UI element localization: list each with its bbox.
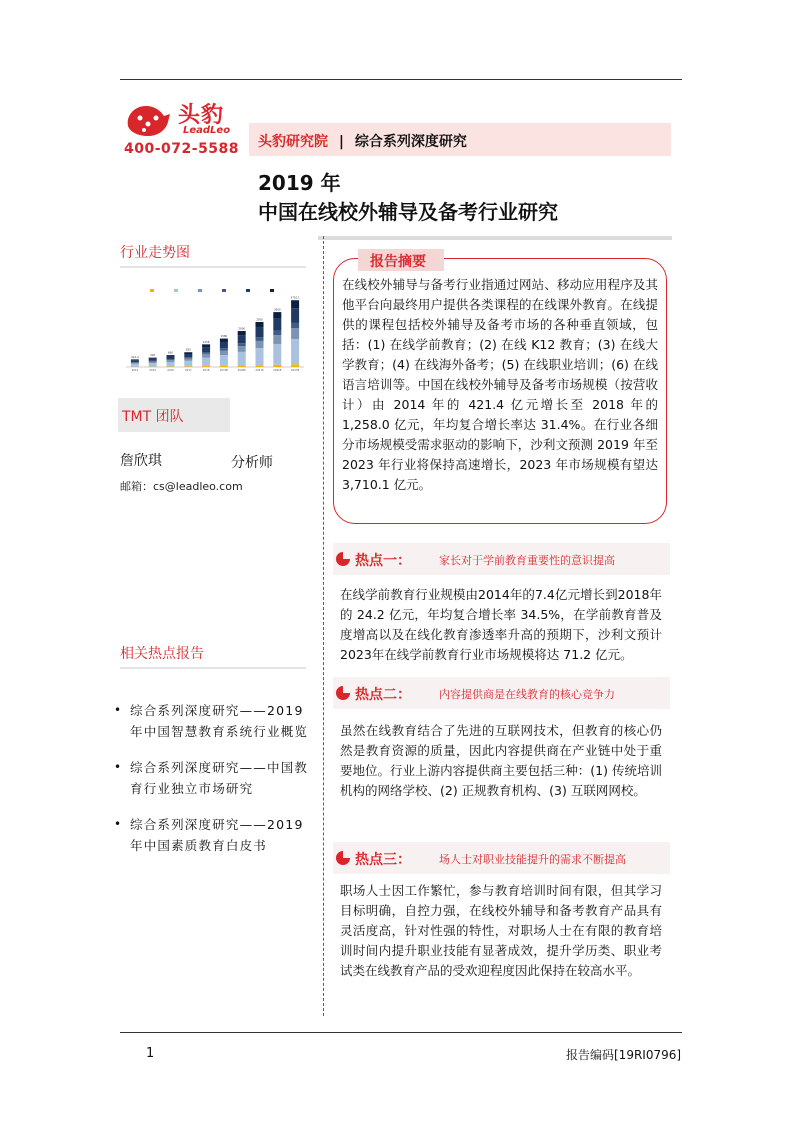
- report-year: 2019 年: [258, 171, 341, 195]
- x-tick-label: 2023E: [290, 369, 300, 372]
- x-tick-label: 2017: [184, 369, 192, 372]
- bar-total-label: 3050: [273, 308, 281, 312]
- bar-segment: [220, 339, 228, 342]
- hotspot-key: 热点一：: [355, 553, 411, 569]
- logo-text-en: LeadLeo: [183, 125, 231, 136]
- related-report-link[interactable]: [114, 814, 312, 856]
- bullet: •: [114, 817, 123, 831]
- title-divider: [318, 236, 672, 240]
- x-tick-label: 2022E: [273, 369, 282, 372]
- bar-segment: [184, 352, 192, 354]
- legend-swatch: [246, 289, 250, 292]
- series-name: 综合系列深度研究: [354, 134, 467, 150]
- bar-segment: [202, 366, 210, 367]
- bar-segment: [202, 352, 210, 354]
- bar-segment: [220, 351, 228, 356]
- column-divider: [323, 236, 324, 1016]
- related-heading: [120, 639, 306, 669]
- bar-segment: [255, 348, 263, 365]
- bar-segment: [202, 347, 210, 352]
- bar-segment: [149, 358, 157, 359]
- bar-segment: [131, 360, 139, 362]
- bar-segment: [220, 342, 228, 348]
- phone-number: 400-072-5588: [124, 141, 240, 157]
- bar-segment: [273, 335, 281, 344]
- bar-segment: [255, 322, 263, 327]
- analyst-title: 分析师: [231, 455, 273, 471]
- hotspot-desc: 家长对于学前教育重要性的意识提高: [439, 554, 615, 567]
- hotspot-key: 热点二：: [355, 687, 411, 703]
- bar-segment: [166, 357, 174, 360]
- bar-segment: [291, 339, 299, 364]
- bar-total-label: 2500: [256, 318, 263, 322]
- pie-bullet-icon: [335, 850, 351, 866]
- bar-segment: [255, 337, 263, 341]
- legend-swatch: [174, 289, 178, 292]
- hotspot-key: 热点三：: [355, 852, 411, 868]
- x-tick-label: 2018: [202, 369, 210, 372]
- hotspot-header: [333, 842, 670, 874]
- legend-swatch: [270, 289, 274, 292]
- hotspot-text: 在线学前教育行业规模由2014年的7.4亿元增长到2018年的 24.2 亿元，年均复合增长率 34.5%，在学前教育普及度增高以及在线化教育渗透率升高的预期下，沙利文预计2023年在线学前教育行业市场规模将达 71.2 亿元。: [340, 587, 662, 662]
- trend-heading: [120, 238, 306, 268]
- bar-segment: [184, 357, 192, 358]
- bar-segment: [273, 312, 281, 319]
- bar-total-label: 820: [185, 348, 191, 352]
- bar-segment: [238, 331, 246, 335]
- bar-segment: [291, 308, 299, 323]
- x-tick-label: 2014: [131, 369, 139, 372]
- banner-separator: |: [338, 134, 344, 150]
- bar-segment: [273, 319, 281, 331]
- bar-segment: [255, 365, 263, 367]
- x-tick-label: 2021E: [255, 369, 264, 372]
- bar-segment: [184, 358, 192, 360]
- page-number: 1: [146, 1046, 155, 1061]
- hotspot-header: [333, 677, 670, 709]
- bullet: •: [114, 703, 123, 717]
- bar-segment: [291, 364, 299, 367]
- bar-segment: [220, 355, 228, 366]
- bar-segment: [131, 363, 139, 364]
- bar-segment: [255, 341, 263, 348]
- bar-segment: [273, 365, 281, 367]
- bar-segment: [291, 300, 299, 308]
- legend-swatch: [198, 289, 202, 292]
- bar-segment: [291, 328, 299, 339]
- bar-segment: [166, 355, 174, 356]
- bar-segment: [184, 366, 192, 367]
- bar-segment: [131, 359, 139, 360]
- bar-segment: [238, 335, 246, 343]
- summary-label-text: 报告摘要: [370, 254, 426, 270]
- team-heading: [118, 398, 230, 432]
- bar-segment: [184, 361, 192, 367]
- bar-segment: [220, 348, 228, 350]
- bar-segment: [238, 352, 246, 366]
- bar-total-label: 660: [168, 351, 173, 355]
- bar-segment: [202, 357, 210, 366]
- bar-total-label: 2000: [238, 327, 246, 331]
- related-report-link[interactable]: [114, 757, 312, 799]
- bar-segment: [238, 366, 246, 367]
- bar-total-label: 1258: [202, 340, 210, 344]
- bar-segment: [149, 359, 157, 361]
- trend-heading-text: 行业走势图: [120, 245, 190, 261]
- bar-segment: [273, 344, 281, 365]
- related-report-title: 综合系列深度研究——中国教育行业独立市场研究: [130, 760, 309, 796]
- logo-text-cn: 头豹: [178, 103, 225, 128]
- legend-swatch: [222, 289, 226, 292]
- bar-segment: [238, 343, 246, 346]
- bar-segment: [220, 366, 228, 367]
- bar-segment: [273, 331, 281, 335]
- legend-swatch: [150, 289, 154, 292]
- related-heading-text: 相关热点报告: [120, 646, 204, 662]
- summary-label: [358, 249, 444, 271]
- x-tick-label: 2015: [149, 369, 157, 372]
- pie-bullet-icon: [335, 685, 351, 701]
- bar-total-label: 421.4: [131, 355, 139, 359]
- bar-segment: [255, 327, 263, 337]
- bar-segment: [184, 354, 192, 357]
- report-code: 报告编码[19RI0796]: [566, 1048, 682, 1062]
- bar-segment: [149, 361, 157, 362]
- hotspot-text: 虽然在线教育结合了先进的互联网技术，但教育的核心仍然是教育资源的质量，因此内容提供商在产业链中处于重要地位。行业上游内容提供商主要包括三种：(1) 传统培训机构的网络学校、(2) 正规教育机构、(3) 互联网网校。: [340, 723, 662, 798]
- related-report-link[interactable]: [114, 700, 312, 742]
- bar-segment: [149, 362, 157, 363]
- bullet: •: [114, 760, 123, 774]
- pie-bullet-icon: [335, 551, 351, 567]
- bar-segment: [166, 360, 174, 362]
- hotspot-desc: 内容提供商是在线教育的核心竞争力: [439, 688, 615, 701]
- bar-segment: [202, 344, 210, 347]
- x-tick-label: 2020E: [237, 369, 246, 372]
- hotspot-header: [333, 543, 670, 575]
- related-report-title: 综合系列深度研究——2019年中国素质教育白皮书: [130, 817, 304, 853]
- institute-name: 头豹研究院: [258, 134, 328, 150]
- hotspot-text: 职场人士因工作繁忙，参与教育培训时间有限，但其学习目标明确，自控力强，在线校外辅导和备考教育产品具有灵活度高，针对性强的特性，对职场人士在有限的教育培训时间内提升职业技能有显著成效，提升学历类、职业考试类在线教育产品的受欢迎程度因此保持在较高水平。: [340, 883, 662, 978]
- hotspot-desc: 场人士对职业技能提升的需求不断提高: [439, 853, 626, 866]
- x-tick-label: 2016: [167, 369, 174, 372]
- bar-segment: [131, 362, 139, 363]
- bar-segment: [202, 354, 210, 358]
- bar-total-label: 520: [150, 354, 156, 358]
- x-tick-label: 2019E: [219, 369, 229, 372]
- bar-segment: [131, 364, 139, 367]
- report-title: 中国在线校外辅导及备考行业研究: [258, 200, 558, 224]
- bar-segment: [291, 323, 299, 328]
- top-rule: [120, 79, 682, 80]
- bar-total-label: 1580: [220, 335, 228, 339]
- bar-segment: [166, 359, 174, 360]
- related-report-title: 综合系列深度研究——2019年中国智慧教育系统行业概览: [130, 703, 309, 739]
- related-reports-list: [114, 700, 312, 871]
- analyst-name: 詹欣琪: [120, 453, 162, 469]
- bar-total-label: 3710.1: [290, 296, 300, 300]
- summary-text: 在线校外辅导与备考行业指通过网站、移动应用程序及其他平台向最终用户提供各类课程的在线课外教育。在线提供的课程包括校外辅导及备考市场的各种垂直领域，包括：(1) 在线学前教育；(2) 在线 K12 教育；(3) 在线大学教育；(4) 在线海外备考；(5) 在线职业培训；(6) 在线语言培训等。中国在线校外辅导及备考市场规模（按营收计）由 2014 年的 421.4 亿元增长至 2018 年的 1,258.0 亿元，年均复合增长率达 31.4%。在行业各细分市场规模受需求驱动的影响下，沙利文预测 2019 年至 2023 年行业将保持高速增长，2023 年市场规模有望达 3,710.1 亿元。: [342, 277, 658, 492]
- bar-segment: [238, 346, 246, 352]
- team-heading-text: TMT 团队: [122, 409, 184, 425]
- bar-segment: [149, 363, 157, 367]
- bar-segment: [166, 362, 174, 367]
- industry-trend-chart: [118, 287, 308, 377]
- series-banner-text: [258, 131, 467, 151]
- analyst-email: 邮箱：cs@leadleo.com: [120, 480, 243, 493]
- bottom-rule: [120, 1032, 682, 1033]
